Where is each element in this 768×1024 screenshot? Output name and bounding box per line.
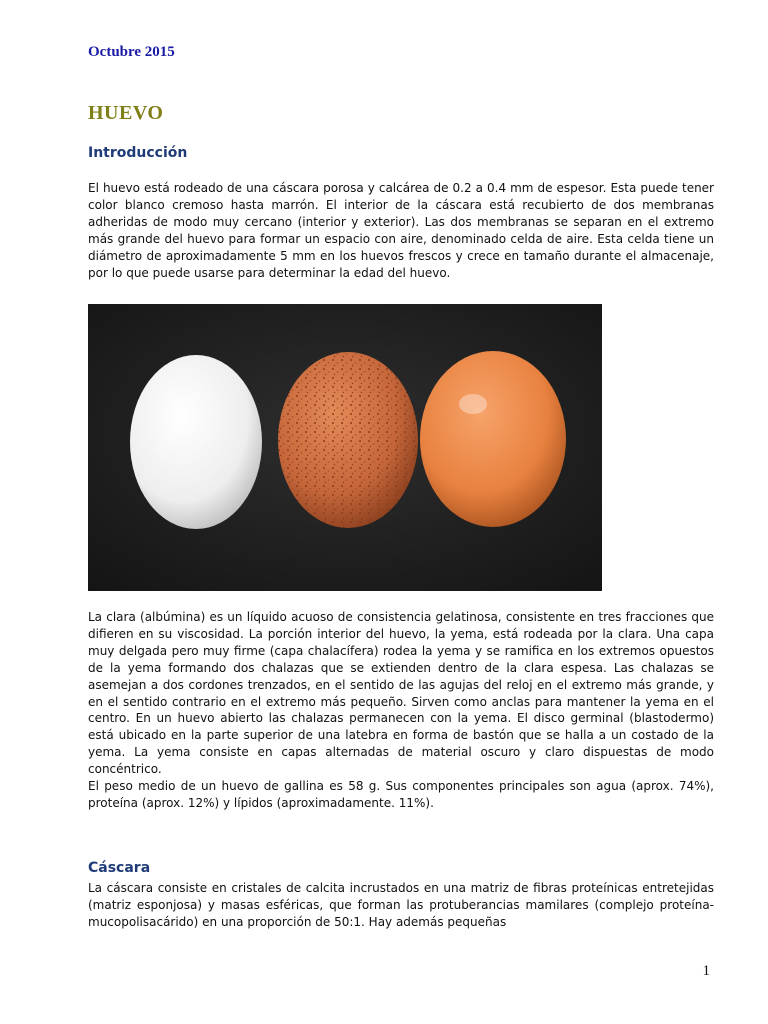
header-date: Octubre 2015 (88, 44, 175, 60)
white-egg (130, 355, 262, 529)
paragraph-text: La clara (albúmina) es un líquido acuoso de consistencia gelatinosa, consistente en tres fracciones que difieren en su viscosidad. La porción interior del huevo, la yema, está rodeada por la clara. Una capa muy delgada pero muy firme (capa chalacífera) rodea la yema y se ramifica en los extremos opuestos de la yema formando dos chalazas que se extienden dentro de la clara espesa. Las chalazas se asemejan a dos cordones trenzados, en el sentido de las agujas del reloj en el extremo más grande, y en el sentido contrario en el extremo más pequeño. Sirven como anclas para mantener la yema en el centro. En un huevo abierto las chalazas permanecen con la yema. El disco germinal (blastodermo) está ubicado en la parte superior de una latebra en forma de bastón que se halla a un costado de la yema. La yema consiste en capas alternadas de material oscuro y claro dispuestas de modo concéntrico. (88, 610, 714, 777)
speckled-brown-egg (278, 352, 418, 528)
albumen-paragraphs (88, 609, 714, 812)
section-heading-introduccion: Introducción (88, 145, 188, 161)
orange-brown-egg (420, 351, 566, 527)
intro-paragraph (88, 180, 714, 281)
paragraph-text: El huevo está rodeado de una cáscara porosa y calcárea de 0.2 a 0.4 mm de espesor. Esta puede tener color blanco cremoso hasta marrón. El interior de la cáscara está recubierto de dos membranas adheridas de modo muy cercano (interior y exterior). Las dos membranas se separan en el extremo más grande del huevo para formar un espacio con aire, denominado celda de aire. Esta celda tiene un diámetro de aproximadamente 5 mm en los huevos frescos y crece en tamaño durante el almacenaje, por lo que puede usarse para determinar la edad del huevo. (88, 181, 714, 280)
paragraph-text: La cáscara consiste en cristales de calcita incrustados en una matriz de fibras proteínicas entretejidas (matriz esponjosa) y masas esféricas, que forman las protuberancias mamilares (complejo proteína-mucopolisacárido) en una proporción de 50:1. Hay además pequeñas (88, 881, 714, 929)
section-heading-cascara: Cáscara (88, 860, 151, 876)
eggs-photo (88, 304, 602, 591)
document-title: HUEVO (88, 102, 164, 124)
page-number: 1 (702, 963, 710, 979)
cascara-paragraph (88, 880, 714, 932)
paragraph-text: El peso medio de un huevo de gallina es 58 g. Sus componentes principales son agua (aprox. 74%), proteína (aprox. 12%) y lípidos (aproximadamente. 11%). (88, 779, 714, 810)
